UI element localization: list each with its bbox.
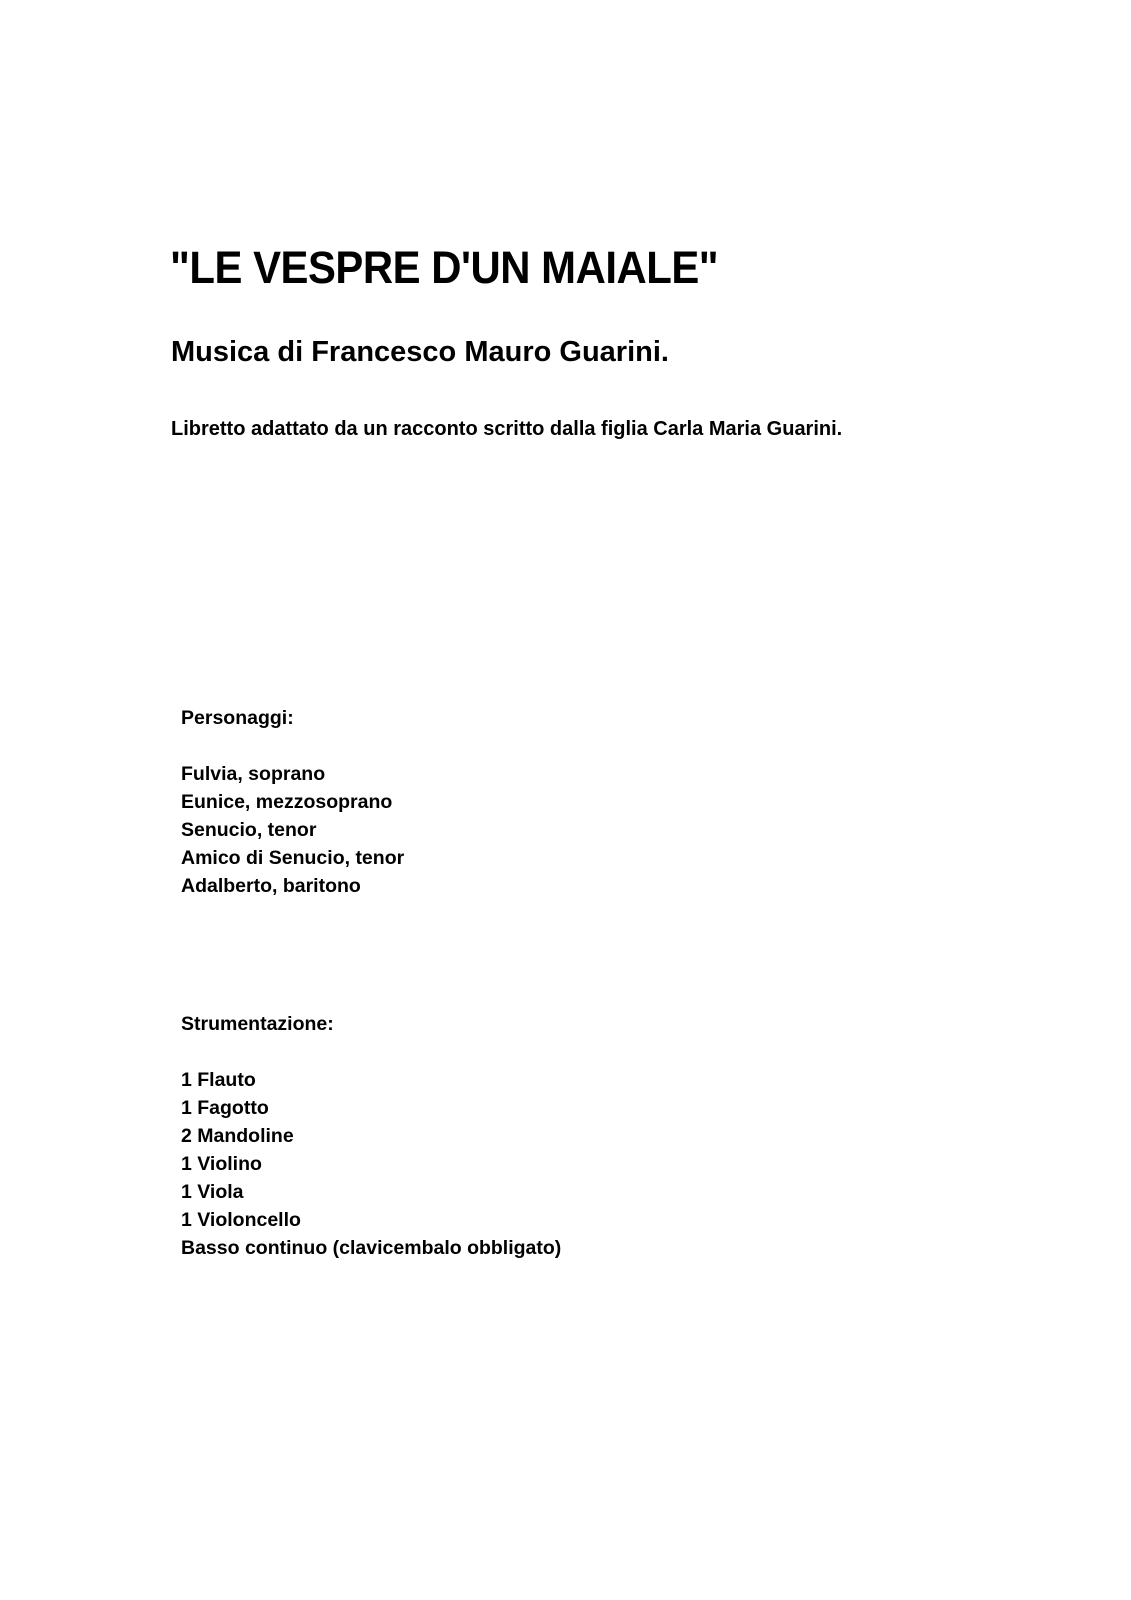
instrument-item: 2 Mandoline [181,1125,294,1147]
instrumentation-heading: Strumentazione: [181,1013,334,1035]
character-item: Adalberto, baritono [181,875,361,897]
instrumentation-list [181,1066,561,1262]
characters-heading: Personaggi: [181,707,294,729]
characters-list [181,760,404,900]
character-item: Senucio, tenor [181,819,317,841]
instrument-item: 1 Violoncello [181,1209,301,1231]
instrument-item: 1 Violino [181,1153,262,1175]
instrument-item: 1 Fagotto [181,1097,269,1119]
instrument-item: 1 Flauto [181,1069,256,1091]
instrumentation-section [181,1010,561,1262]
libretto-credit: Libretto adattato da un racconto scritto dalla figlia Carla Maria Guarini. [171,418,843,440]
instrument-item: Basso continuo (clavicembalo obbligato) [181,1237,562,1259]
composer-credit: Musica di Francesco Mauro Guarini. [171,336,669,368]
character-item: Amico di Senucio, tenor [181,847,405,869]
character-item: Eunice, mezzosoprano [181,791,393,813]
character-item: Fulvia, soprano [181,763,326,785]
page-title: "LE VESPRE D'UN MAIALE" [170,242,719,293]
characters-section [181,704,404,900]
instrument-item: 1 Viola [181,1181,244,1203]
